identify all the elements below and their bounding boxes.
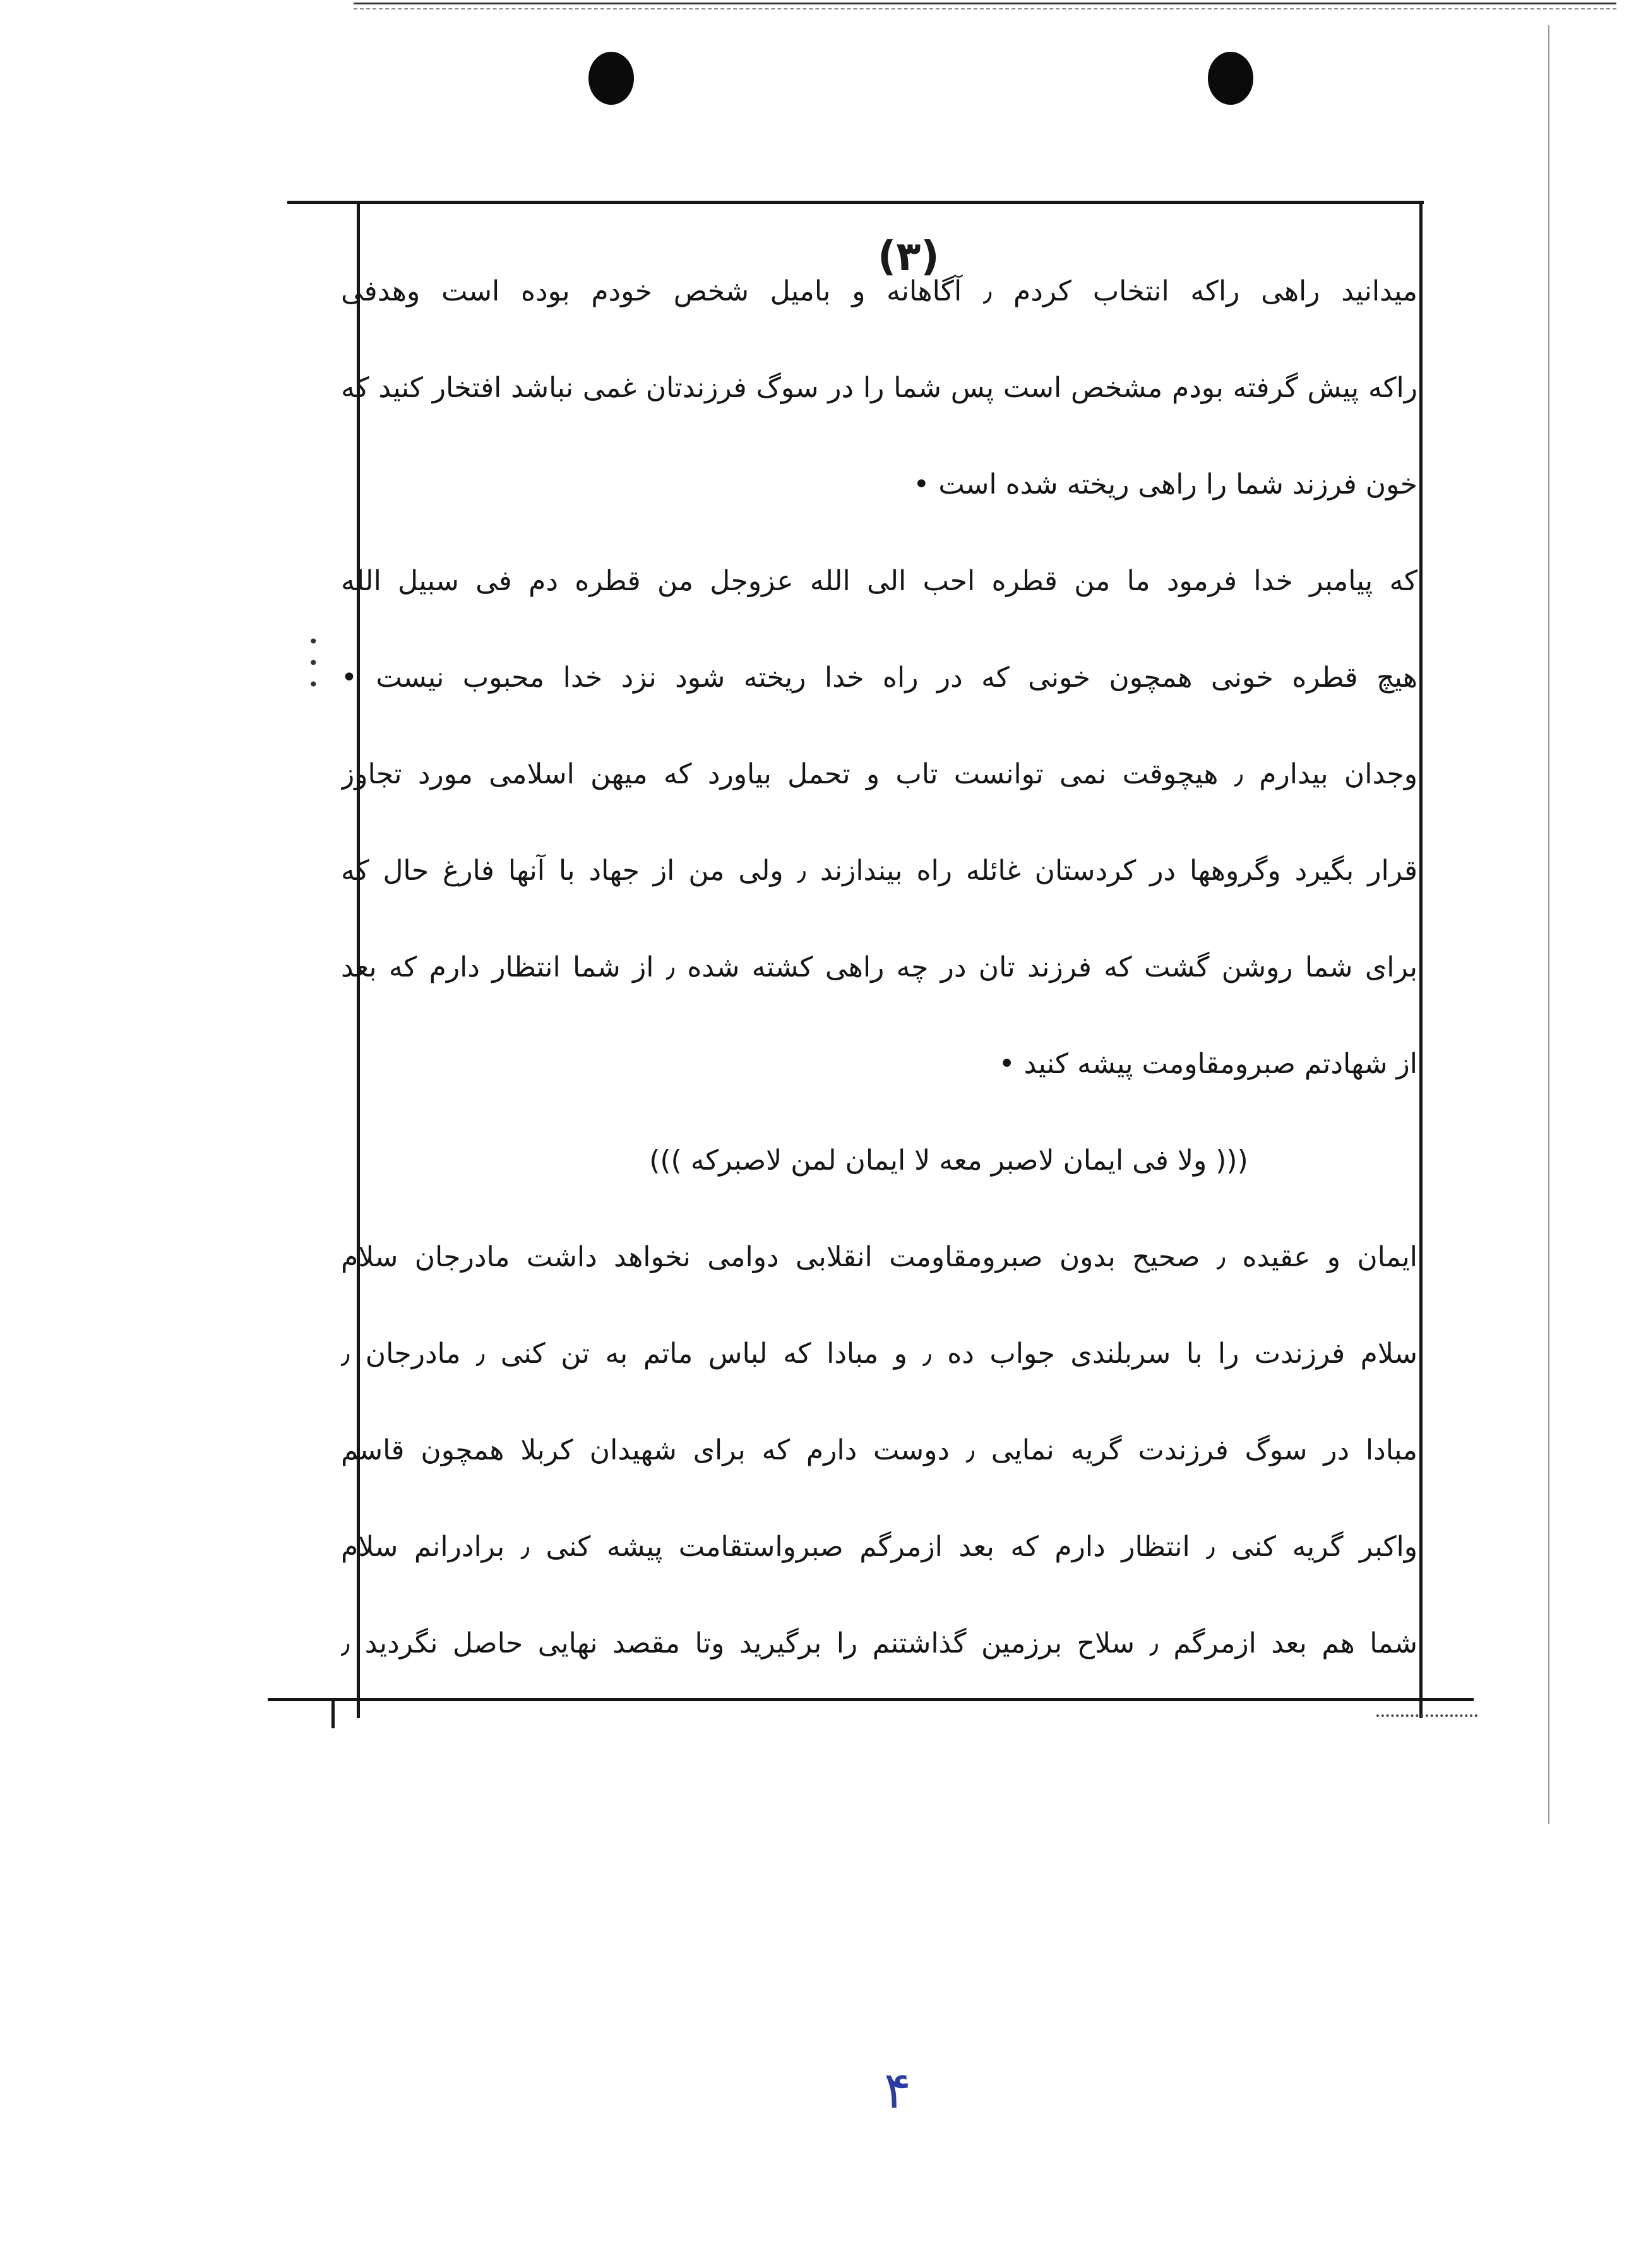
scan-noise-top	[354, 3, 1616, 9]
text-line: مبادا در سوگ فرزندت گریه نمایی ٫ دوست دارم که برای شهیدان کربلا همچون قاسم	[341, 1434, 1417, 1466]
frame-bottom-dotted-tail	[1376, 1714, 1477, 1717]
binder-hole-left	[588, 52, 634, 105]
text-line: شما هم بعد ازمرگم ٫ سلاح برزمین گذاشتنم را برگیرید وتا مقصد نهایی حاصل نگردید ٫	[341, 1627, 1417, 1659]
text-line: که پیامبر خدا فرمود ما من قطره احب الی الله عزوجل من قطره دم فی سبیل الله	[341, 565, 1417, 597]
frame-left-stub	[331, 1698, 335, 1728]
text-line: سلام فرزندت را با سربلندی جواب ده ٫ و مبادا که لباس ماتم به تن کنی ٫ مادرجان ٫	[341, 1338, 1417, 1370]
margin-dots: • • •	[308, 631, 319, 695]
text-line: خون فرزند شما را راهی ریخته شده است •	[913, 468, 1417, 501]
text-line: قرار بگیرد وگروهها در کردستان غائله راه بیندازند ٫ ولی من از جهاد با آنها فارغ حال که	[341, 855, 1417, 887]
text-line: راکه پیش گرفته بودم مشخص است پس شما را در سوگ فرزندتان غمی نباشد افتخار کنید که	[341, 372, 1417, 404]
page-number: ۴	[884, 2061, 911, 2120]
quote-line: ((( ولا فی ایمان لاصبر معه لا ایمان لمن لاصبرکه )))	[649, 1144, 1248, 1177]
text-line: وجدان بیدارم ٫ هیچوقت نمی توانست تاب و تحمل بیاورد که میهن اسلامی مورد تجاوز	[341, 758, 1417, 790]
text-line: از شهادتم صبرومقاومت پیشه کنید •	[998, 1048, 1417, 1080]
text-line: واکبر گریه کنی ٫ انتظار دارم که بعد ازمرگم صبرواستقامت پیشه کنی ٫ برادرانم سلام	[341, 1531, 1417, 1563]
section-marker: (٣)	[878, 234, 940, 280]
text-line: برای شما روشن گشت که فرزند تان در چه راهی کشته شده ٫ از شما انتظار دارم که بعد	[341, 951, 1417, 983]
letter-body	[341, 260, 1417, 1709]
scan-noise-right	[1548, 25, 1549, 1824]
binder-hole-right	[1208, 52, 1253, 105]
text-line: ایمان و عقیده ٫ صحیح بدون صبرومقاومت انقلابی دوامی نخواهد داشت مادرجان سلام	[341, 1241, 1417, 1273]
text-line: هیچ قطره خونی همچون خونی که در راه خدا ریخته شود نزد خدا محبوب نیست •	[341, 662, 1417, 694]
text-line: میدانید راهی راکه انتخاب کردم ٫ آگاهانه و بامیل شخص خودم بوده است وهدفی	[341, 275, 1417, 307]
